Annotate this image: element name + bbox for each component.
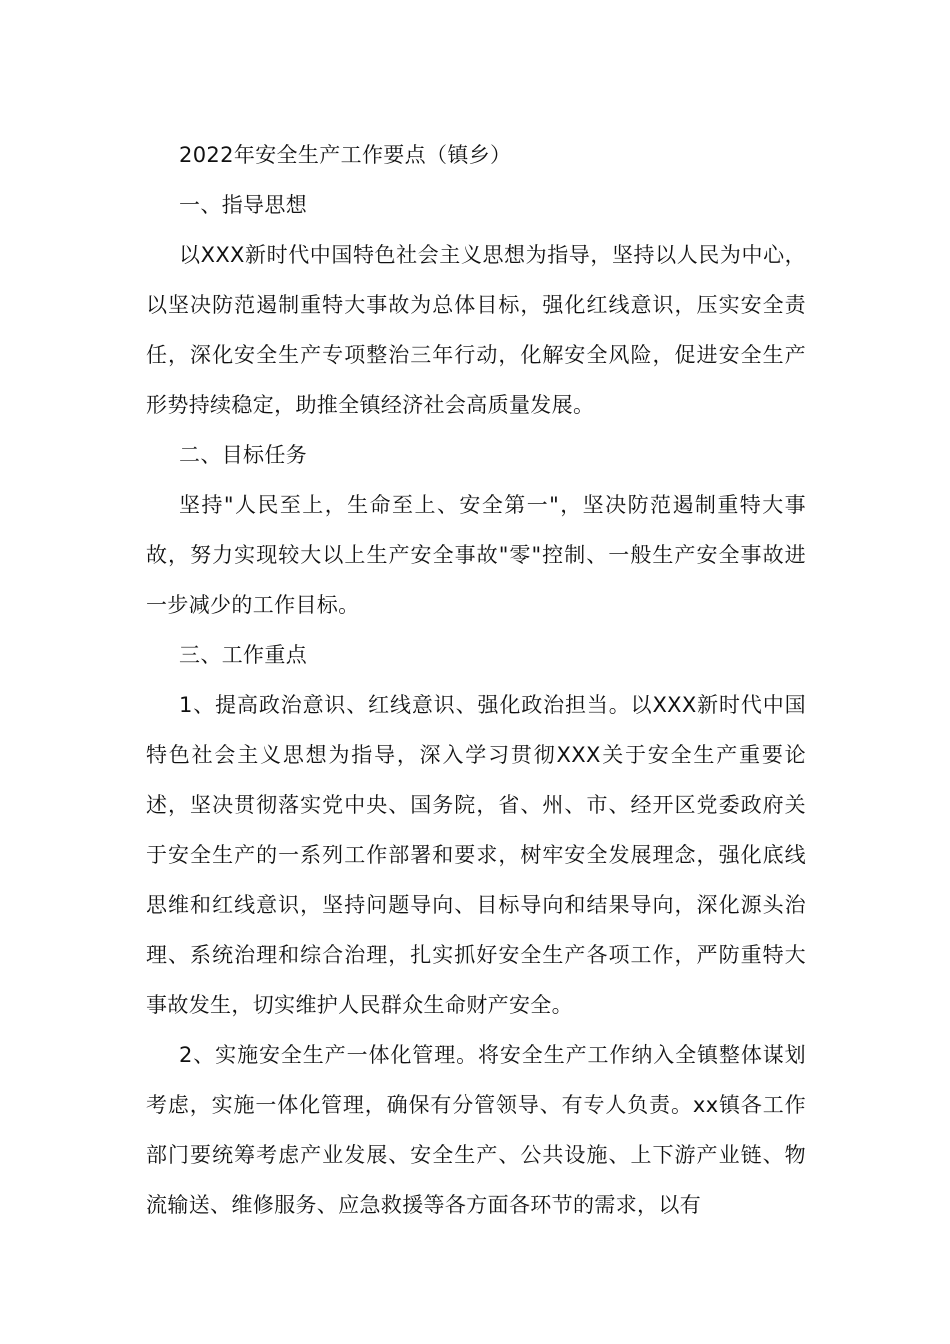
section-heading-work-focus: 三、工作重点 [179,643,308,667]
paragraph-goals: 坚持"人民至上，生命至上、安全第一"，坚决防范遏制重特大事故，努力实现较大以上生产安全事故"零"控制、一般生产安全事故进一步减少的工作目标。 [146,493,806,617]
section-heading-goals: 二、目标任务 [179,443,308,467]
paragraph-item-2: 2、实施安全生产一体化管理。将安全生产工作纳入全镇整体谋划考虑，实施一体化管理，确保有分管领导、有专人负责。xx镇各工作部门要统筹考虑产业发展、安全生产、公共设施、上下游产业链、物流输送、维修服务、应急救援等各方面各环节的需求，以有 [146,1043,806,1217]
document-body [146,130,806,1230]
paragraph-guiding-ideology: 以XXX新时代中国特色社会主义思想为指导，坚持以人民为中心，以坚决防范遏制重特大事故为总体目标，强化红线意识，压实安全责任，深化安全生产专项整治三年行动，化解安全风险，促进安全生产形势持续稳定，助推全镇经济社会高质量发展。 [146,243,806,417]
document-title: 2022年安全生产工作要点（镇乡） [179,143,512,167]
paragraph-item-1: 1、提高政治意识、红线意识、强化政治担当。以XXX新时代中国特色社会主义思想为指导，深入学习贯彻XXX关于安全生产重要论述，坚决贯彻落实党中央、国务院，省、州、市、经开区党委政府关于安全生产的一系列工作部署和要求，树牢安全发展理念，强化底线思维和红线意识，坚持问题导向、目标导向和结果导向，深化源头治理、系统治理和综合治理，扎实抓好安全生产各项工作，严防重特大事故发生，切实维护人民群众生命财产安全。 [146,693,806,1017]
section-heading-guiding-ideology: 一、指导思想 [179,193,308,217]
